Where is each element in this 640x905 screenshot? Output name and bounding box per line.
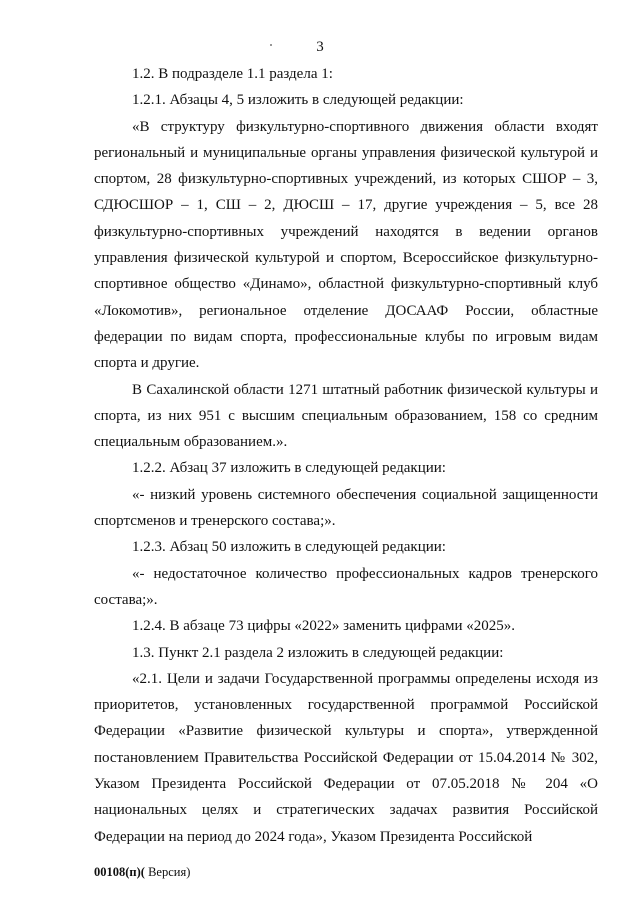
paragraph-social-protection-quote: «- низкий уровень системного обеспечения социальной защищенности спортсменов и тренерского состава;». [94, 486, 598, 530]
paragraph-1-2-1: 1.2.1. Абзацы 4, 5 изложить в следующей редакции: [132, 92, 464, 109]
paragraph-1-3: 1.3. Пункт 2.1 раздела 2 изложить в следующей редакции: [132, 644, 504, 661]
paragraph-staff-shortage-quote: «- недостаточное количество профессиональных кадров тренерского состава;». [94, 565, 598, 608]
document-body [94, 61, 598, 850]
paragraph-1-2-4: 1.2.4. В абзаце 73 цифры «2022» заменить цифрами «2025». [132, 618, 516, 635]
paragraph-1-2-2: 1.2.2. Абзац 37 изложить в следующей редакции: [132, 460, 446, 477]
footer-code: 00108(п)( [94, 865, 145, 879]
document-footer [94, 864, 190, 880]
paragraph-structure-quote: «В структуру физкультурно-спортивного движения области входят региональный и муниципальные органы управления физической культурой и спортом, 28 физкультурно-спортивных учреждений, из которых СШОР – 3, СДЮСШОР – 1, СШ – 2, ДЮСШ – 17, другие учреждения – 5, все 28 физкультурно-спортивных учреждений находятся в ведении органов управления физической культурой и спортом, Всероссийское физкультурно-спортивное общество «Динамо», областной физкультурно-спортивный клуб «Локомотив», региональное отделение ДОСААФ России, областные федерации по видам спорта, профессиональные клубы по игровым видам спорта и другие. [94, 118, 598, 372]
paragraph-staff-count: В Сахалинской области 1271 штатный работник физической культуры и спорта, из них 951 с высшим специальным образованием, 158 со средним специальным образованием.». [94, 381, 598, 451]
paragraph-1-2: 1.2. В подразделе 1.1 раздела 1: [132, 66, 333, 82]
paragraph-2-1-quote: «2.1. Цели и задачи Государственной программы определены исходя из приоритетов, установленных государственной программой Российской Федерации «Развитие физической культуры и спорта», утвержденной постановлением Правительства Российской Федерации от 15.04.2014 № 302, Указом Президента Российской Федерации от 07.05.2018 № 204 «О национальных целях и стратегических задачах развития Российской Федерации на период до 2024 года», Указом Президента Российской [94, 670, 598, 845]
paragraph-1-2-3: 1.2.3. Абзац 50 изложить в следующей редакции: [132, 539, 446, 556]
page-number: 3 [316, 39, 324, 55]
footer-version: Версия) [144, 865, 191, 879]
